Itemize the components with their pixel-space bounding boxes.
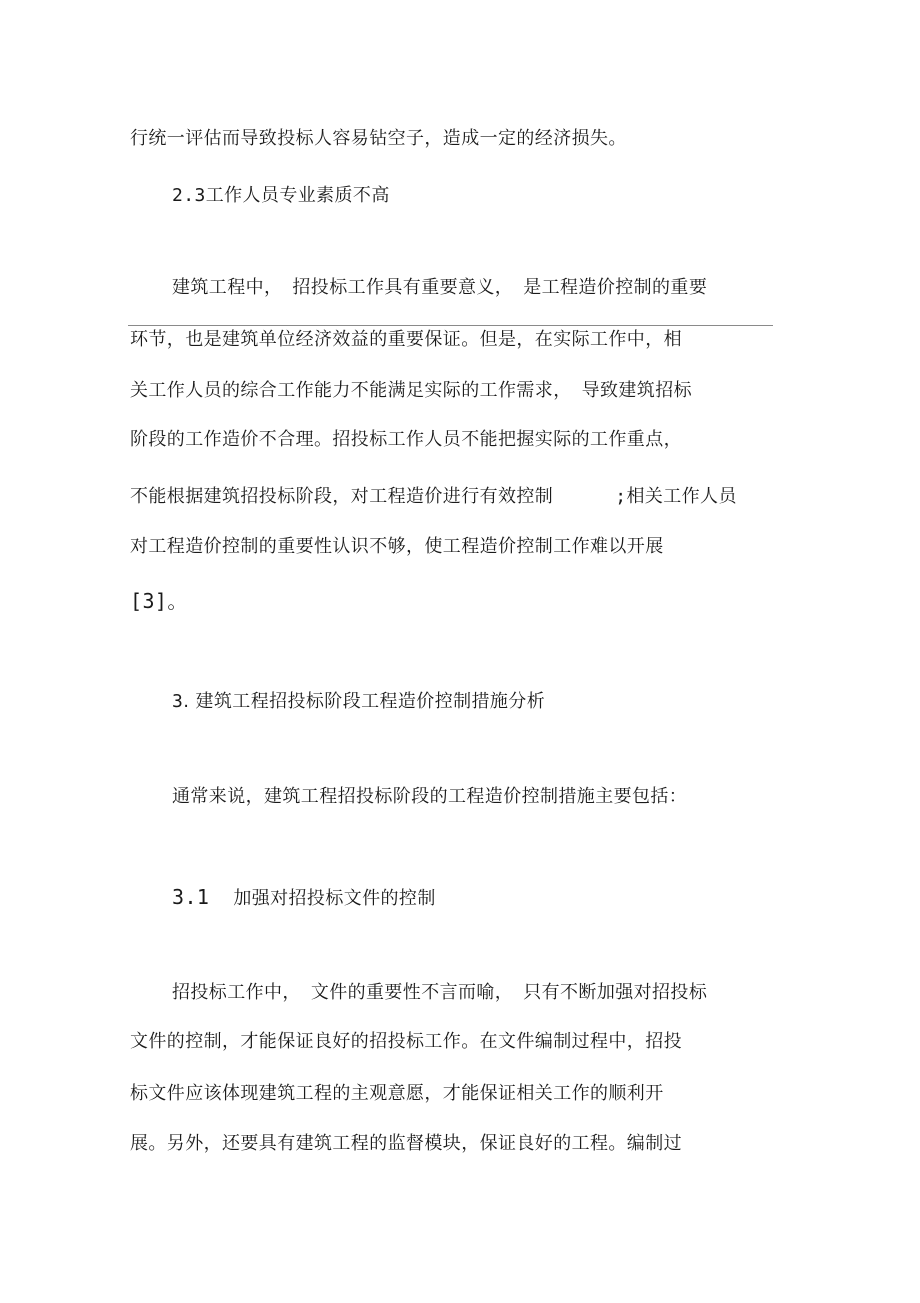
text: 展。另外，还要具有建筑工程的监督模块，保证良好的工程。编制过 bbox=[130, 1133, 682, 1154]
paragraph-line bbox=[130, 485, 737, 509]
paragraph-line bbox=[130, 535, 664, 559]
text: 标文件应该体现建筑工程的主观意愿，才能保证相关工作的顺利开 bbox=[130, 1083, 664, 1104]
paragraph-line bbox=[172, 276, 707, 300]
text: 文件的重要性不言而喻， bbox=[310, 982, 514, 1003]
section-heading-3-1 bbox=[172, 885, 436, 911]
text: 对工程造价控制的重要性认识不够，使工程造价控制工作难以开展 bbox=[130, 536, 664, 557]
section-number: 3 bbox=[172, 691, 184, 712]
paragraph-line bbox=[172, 785, 687, 809]
paragraph-line bbox=[130, 379, 692, 403]
horizontal-rule bbox=[128, 325, 773, 326]
text: 只有不断加强对招投标 bbox=[523, 982, 708, 1003]
text: 招投标工作中， bbox=[172, 982, 301, 1003]
section-title: 工作人员专业素质不高 bbox=[205, 185, 390, 206]
text: 环节，也是建筑单位经济效益的重要保证。但是，在实际工作中，相 bbox=[130, 329, 682, 350]
text: 招投标工作具有重要意义， bbox=[292, 277, 514, 298]
text: 建筑工程中， bbox=[172, 277, 283, 298]
text: 关工作人员的综合工作能力不能满足实际的工作需求， bbox=[130, 380, 572, 401]
citation bbox=[130, 589, 188, 613]
text: 通常来说，建筑工程招投标阶段的工程造价控制措施主要包括： bbox=[172, 786, 688, 807]
text: [3]。 bbox=[130, 589, 188, 613]
section-title: 加强对招投标文件的控制 bbox=[233, 888, 436, 909]
section-number: 2.3 bbox=[172, 185, 206, 206]
text: 阶段的工作造价不合理。招投标工作人员不能把握实际的工作重点， bbox=[130, 429, 682, 450]
text: 不能根据建筑招投标阶段，对工程造价进行有效控制 bbox=[130, 486, 554, 507]
paragraph-line bbox=[172, 981, 707, 1005]
paragraph-line bbox=[130, 1030, 682, 1054]
paragraph-line bbox=[130, 328, 682, 352]
paragraph-line bbox=[130, 1132, 682, 1156]
paragraph-line bbox=[130, 127, 627, 151]
section-heading-3 bbox=[172, 690, 545, 714]
text: 行统一评估而导致投标人容易钻空子，造成一定的经济损失。 bbox=[130, 128, 627, 149]
text: 文件的控制，才能保证良好的招投标工作。在文件编制过程中，招投 bbox=[130, 1031, 682, 1052]
text: 是工程造价控制的重要 bbox=[523, 277, 708, 298]
section-number: 3.1 bbox=[172, 885, 210, 909]
text: ;相关工作人员 bbox=[615, 486, 737, 507]
section-title: . 建筑工程招投标阶段工程造价控制措施分析 bbox=[183, 691, 546, 712]
paragraph-line bbox=[130, 428, 682, 452]
section-heading-2-3 bbox=[172, 184, 390, 208]
paragraph-line bbox=[130, 1082, 664, 1106]
text: 导致建筑招标 bbox=[581, 380, 693, 401]
